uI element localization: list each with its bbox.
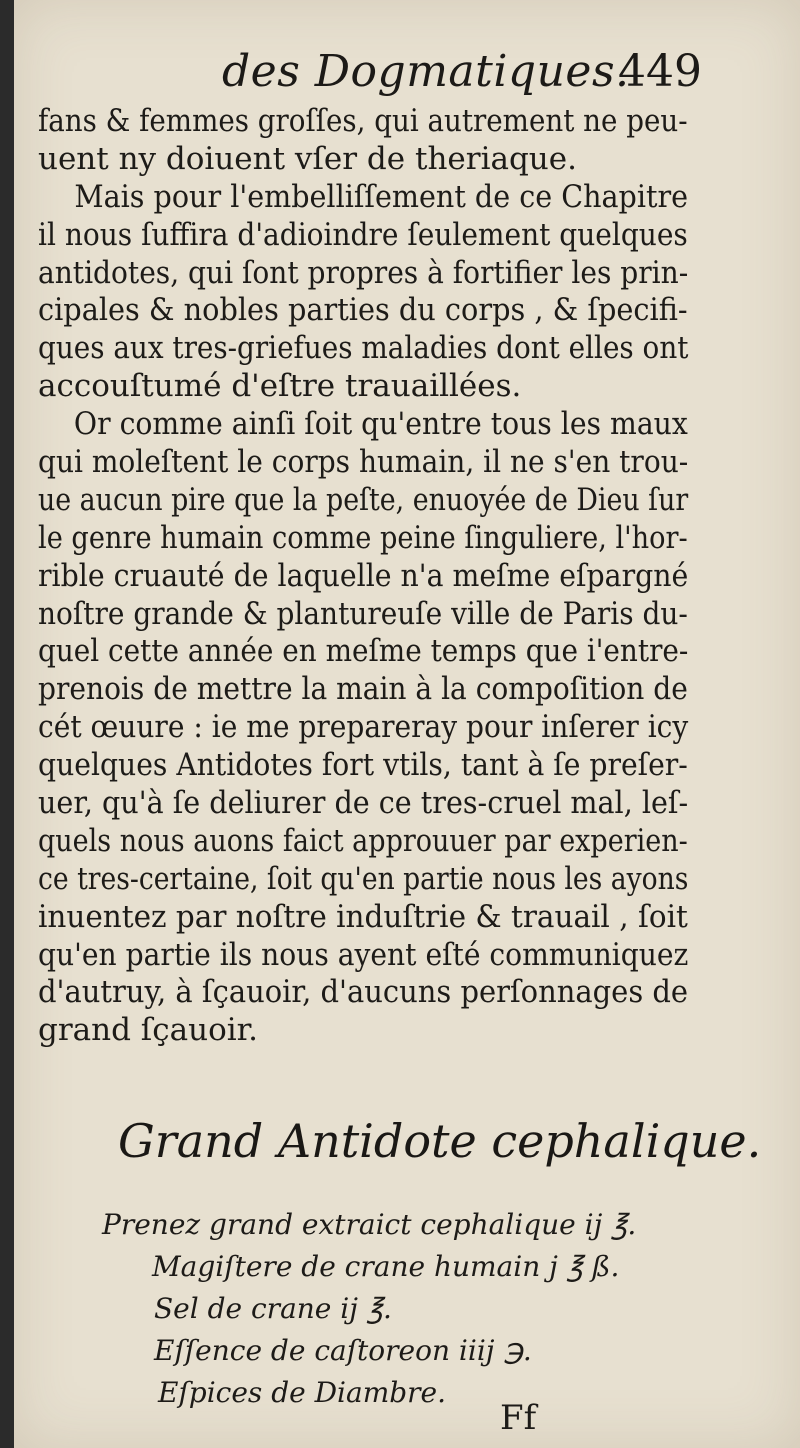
recipe-line: Sel de crane ij ℥. bbox=[154, 1292, 392, 1325]
text-line: ce tres-certaine, ſoit qu'en partie nous les ayons bbox=[38, 860, 689, 897]
text-line: accouſtumé d'eſtre trauaillées. bbox=[38, 368, 522, 405]
text-line: Mais pour l'embelliſſement de ce Chapitre bbox=[38, 178, 689, 215]
text-line: grand ſçauoir. bbox=[38, 1012, 258, 1049]
page-header bbox=[14, 46, 800, 106]
text-line: uent ny doiuent vſer de theriaque. bbox=[38, 140, 577, 177]
text-line: ques aux tres-griefues maladies dont elles ont bbox=[38, 330, 689, 367]
text-line: qu'en partie ils nous ayent eſté communiquez bbox=[38, 936, 689, 973]
recipe-line: Prenez grand extraict cephalique ij ℥. bbox=[102, 1208, 637, 1241]
recipe-line: Magiſtere de crane humain j ℥ ß. bbox=[152, 1250, 620, 1283]
text-line: rible cruauté de laquelle n'a meſme eſpargné bbox=[38, 557, 689, 594]
text-line: antidotes, qui ſont propres à fortifier les prin- bbox=[38, 254, 689, 291]
text-line: uer, qu'à ſe deliurer de ce tres-cruel mal, leſ- bbox=[38, 785, 689, 822]
signature-mark: Ff bbox=[500, 1398, 537, 1438]
page-number: 449 bbox=[618, 46, 702, 97]
text-line: d'autruy, à ſçauoir, d'aucuns perſonnages de bbox=[38, 974, 689, 1011]
text-line: prenois de mettre la main à la compoſition de bbox=[38, 671, 688, 708]
text-line: qui moleſtent le corps humain, il ne s'en trou- bbox=[38, 444, 689, 481]
body-text bbox=[38, 103, 688, 1050]
text-line: Or comme ainſi ſoit qu'entre tous les maux bbox=[38, 406, 688, 443]
recipe-line: Eſpices de Diambre. bbox=[158, 1376, 447, 1409]
running-title: des Dogmatiques. bbox=[222, 46, 630, 97]
recipe-line: Eſſence de caſtoreon iiij ℈. bbox=[154, 1334, 532, 1367]
text-line: ue aucun pire que la peſte, enuoyée de Dieu ſur bbox=[38, 481, 689, 518]
text-line: cét œuure : ie me prepareray pour inſerer icy bbox=[38, 709, 689, 746]
text-line: le genre humain comme peine ſinguliere, l'hor- bbox=[38, 519, 688, 556]
section-heading: Grand Antidote cephalique. bbox=[118, 1114, 762, 1168]
book-page bbox=[14, 0, 800, 1448]
text-line: cipales & nobles parties du corps , & ſpecifi- bbox=[38, 292, 688, 329]
recipe-list bbox=[102, 1204, 636, 1414]
text-line: quels nous auons faict approuuer par experien- bbox=[38, 822, 688, 859]
text-line: inuentez par noſtre induſtrie & trauail , ſoit bbox=[38, 898, 688, 935]
text-line: quel cette année en meſme temps que i'entre- bbox=[38, 633, 689, 670]
text-line: fans & femmes groſſes, qui autrement ne peu- bbox=[38, 103, 688, 139]
text-line: noſtre grande & plantureuſe ville de Paris du- bbox=[38, 595, 688, 632]
text-line: il nous ſuffira d'adioindre ſeulement quelques bbox=[38, 216, 688, 253]
text-line: quelques Antidotes fort vtils, tant à ſe preſer- bbox=[38, 747, 688, 784]
